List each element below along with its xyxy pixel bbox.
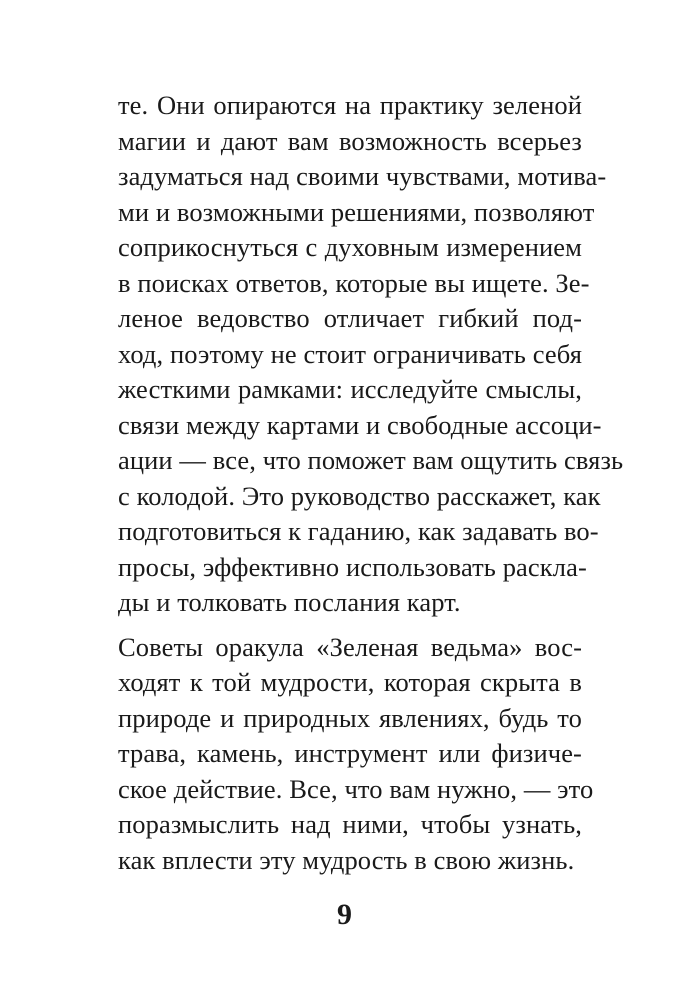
body-text (118, 88, 624, 878)
text-line: ации — все, что поможет вам ощутить связь (118, 445, 624, 475)
text-line: поразмыслить над ними, чтобы узнать, (118, 809, 582, 839)
text-line: ми и возможными решениями, позволяют (118, 196, 595, 227)
text-line: просы, эффективно использовать раскла- (118, 551, 587, 582)
paragraph-1 (118, 88, 624, 621)
text-line: в поисках ответов, которые вы ищете. Зе- (118, 267, 590, 298)
text-line: подготовиться к гаданию, как задавать во- (118, 516, 599, 546)
text-line: ход, поэтому не стоит ограничивать себя (118, 338, 582, 369)
text-line: связи между картами и свободные ассоци- (118, 409, 602, 440)
text-line: жесткими рамками: исследуйте смыслы, (118, 374, 582, 404)
text-line: леное ведовство отличает гибкий под- (118, 303, 582, 333)
text-line: те. Они опираются на практику зеленой (118, 90, 582, 120)
text-line: трава, камень, инструмент или физиче- (118, 738, 582, 768)
text-line: с колодой. Это руководство расскажет, как (118, 480, 601, 511)
text-line: ское действие. Все, что вам нужно, — это (118, 773, 594, 804)
text-line: ходят к той мудрости, которая скрыта в (118, 667, 582, 697)
page-number: 9 (337, 898, 352, 931)
text-line: как вплести эту мудрость в свою жизнь. (118, 844, 575, 875)
text-line: Советы оракула «Зеленая ведьма» вос- (118, 631, 582, 662)
text-line: задуматься над своими чувствами, мотива- (118, 161, 607, 191)
text-line: природе и природных явлениях, будь то (118, 702, 582, 733)
text-line: соприкоснуться с духовным измерением (118, 232, 582, 262)
text-line: ды и толковать послания карт. (118, 587, 461, 617)
text-line: магии и дают вам возможность всерьез (118, 125, 582, 156)
paragraph-2 (118, 630, 594, 879)
